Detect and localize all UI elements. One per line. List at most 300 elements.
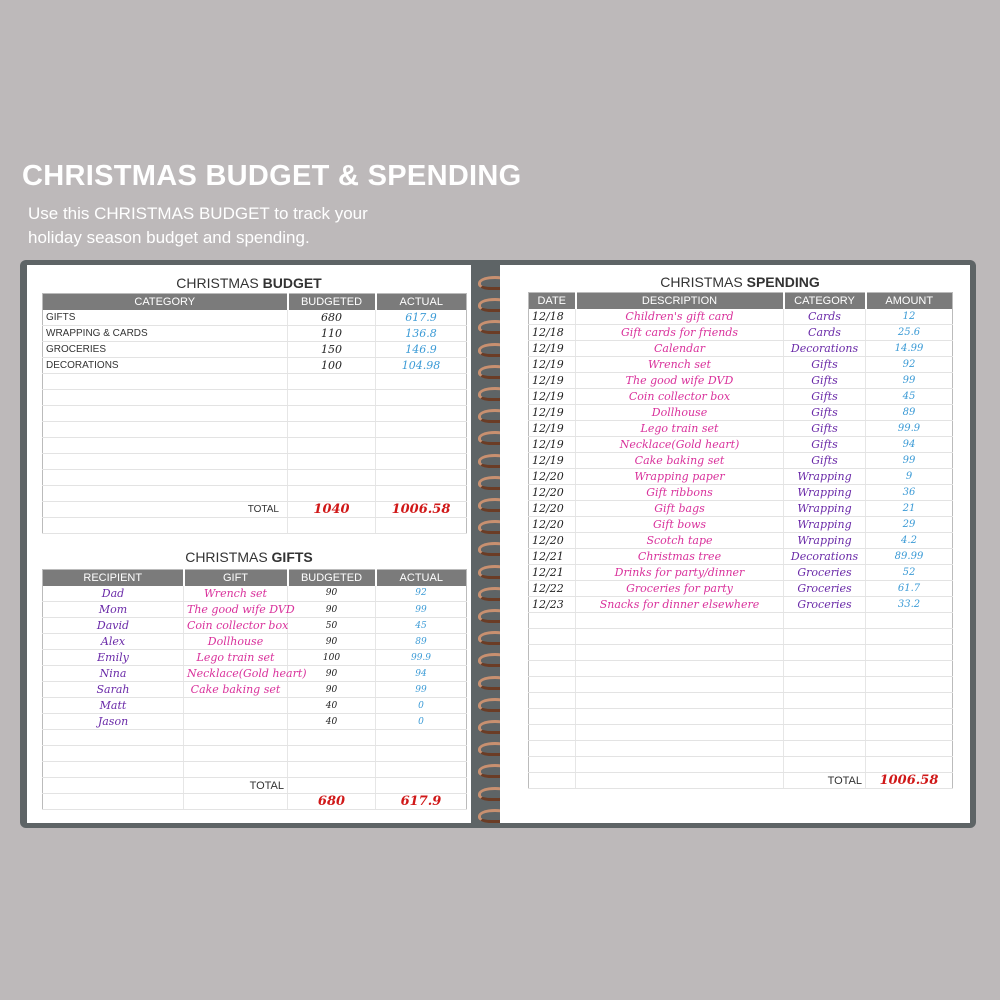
empty-cell <box>866 629 953 645</box>
budgeted-cell: 90 <box>288 602 376 618</box>
empty-row <box>529 645 953 661</box>
empty-cell <box>784 709 866 725</box>
spending-table <box>528 292 953 789</box>
amount-cell: 61.7 <box>866 581 953 597</box>
description-cell: Dollhouse <box>576 405 784 421</box>
category-cell: Decorations <box>784 549 866 565</box>
empty-cell <box>866 709 953 725</box>
description-cell: Gift bows <box>576 517 784 533</box>
total-actual: 617.9 <box>376 794 467 810</box>
budgeted-cell: 150 <box>288 342 376 358</box>
empty-cell <box>43 746 184 762</box>
page-title: CHRISTMAS BUDGET & SPENDING <box>22 160 522 192</box>
empty-cell <box>184 762 288 778</box>
spending-header-row <box>529 293 953 309</box>
description-cell: Coin collector box <box>576 389 784 405</box>
description-cell: Christmas tree <box>576 549 784 565</box>
empty-cell <box>576 645 784 661</box>
actual-cell: 136.8 <box>376 326 467 342</box>
budgeted-cell: 40 <box>288 714 376 730</box>
empty-cell <box>576 661 784 677</box>
category-cell: Wrapping <box>784 469 866 485</box>
amount-cell: 99 <box>866 373 953 389</box>
left-page <box>27 265 471 823</box>
empty-cell <box>288 406 376 422</box>
empty-cell <box>184 730 288 746</box>
amount-cell: 21 <box>866 501 953 517</box>
budgeted-cell: 90 <box>288 586 376 602</box>
empty-cell <box>288 746 376 762</box>
budget-table <box>42 293 467 534</box>
empty-cell <box>288 486 376 502</box>
category-cell: Gifts <box>784 421 866 437</box>
empty-cell <box>529 613 576 629</box>
category-cell: Gifts <box>784 405 866 421</box>
subtitle-line: Use this CHRISTMAS BUDGET to track your <box>28 204 368 223</box>
empty-cell <box>866 677 953 693</box>
gifts-table <box>42 569 467 810</box>
empty-cell <box>288 730 376 746</box>
empty-cell <box>784 741 866 757</box>
table-row <box>43 358 467 374</box>
empty-cell <box>576 757 784 773</box>
amount-cell: 99 <box>866 453 953 469</box>
empty-row <box>529 677 953 693</box>
spending-title: CHRISTMAS SPENDING <box>660 274 820 290</box>
table-row <box>529 389 953 405</box>
empty-cell <box>43 454 288 470</box>
empty-row <box>43 422 467 438</box>
table-row <box>43 310 467 326</box>
empty-cell <box>576 709 784 725</box>
recipient-cell: Sarah <box>43 682 184 698</box>
gifts-title: CHRISTMAS GIFTS <box>185 549 313 565</box>
description-cell: Cake baking set <box>576 453 784 469</box>
amount-cell: 25.6 <box>866 325 953 341</box>
table-row <box>529 405 953 421</box>
table-row <box>529 549 953 565</box>
budgeted-cell: 680 <box>288 310 376 326</box>
category-cell: Decorations <box>784 341 866 357</box>
date-cell: 12/22 <box>529 581 576 597</box>
column-header: DATE <box>529 293 576 309</box>
table-row <box>43 342 467 358</box>
amount-cell: 89.99 <box>866 549 953 565</box>
total-label: TOTAL <box>43 502 288 518</box>
table-row <box>43 602 467 618</box>
empty-cell <box>376 746 467 762</box>
table-row <box>529 373 953 389</box>
date-cell: 12/19 <box>529 341 576 357</box>
empty-cell <box>376 374 467 390</box>
category-cell: Wrapping <box>784 485 866 501</box>
empty-row <box>43 486 467 502</box>
table-row <box>529 565 953 581</box>
table-row <box>43 618 467 634</box>
empty-cell <box>576 741 784 757</box>
empty-cell <box>376 454 467 470</box>
empty-cell <box>288 454 376 470</box>
empty-row <box>529 661 953 677</box>
table-row <box>529 485 953 501</box>
empty-row <box>529 613 953 629</box>
description-cell: Gift bags <box>576 501 784 517</box>
empty-cell <box>576 773 784 789</box>
date-cell: 12/19 <box>529 373 576 389</box>
budgeted-cell: 100 <box>288 358 376 374</box>
budgeted-cell: 110 <box>288 326 376 342</box>
empty-cell <box>576 613 784 629</box>
column-header: BUDGETED <box>288 570 376 586</box>
amount-cell: 99.9 <box>866 421 953 437</box>
empty-cell <box>43 438 288 454</box>
date-cell: 12/21 <box>529 565 576 581</box>
table-row <box>529 581 953 597</box>
actual-cell: 45 <box>376 618 467 634</box>
budgeted-cell: 90 <box>288 682 376 698</box>
description-cell: Scotch tape <box>576 533 784 549</box>
amount-cell: 94 <box>866 437 953 453</box>
empty-row <box>43 518 467 534</box>
table-row <box>529 309 953 325</box>
column-header: CATEGORY <box>43 294 288 310</box>
description-cell: Snacks for dinner elsewhere <box>576 597 784 613</box>
empty-cell <box>43 518 288 534</box>
date-cell: 12/20 <box>529 501 576 517</box>
amount-cell: 29 <box>866 517 953 533</box>
description-cell: Drinks for party/dinner <box>576 565 784 581</box>
empty-cell <box>288 470 376 486</box>
total-budgeted: 680 <box>288 794 376 810</box>
table-row <box>43 326 467 342</box>
date-cell: 12/23 <box>529 597 576 613</box>
description-cell: Groceries for party <box>576 581 784 597</box>
table-row <box>529 453 953 469</box>
empty-cell <box>376 438 467 454</box>
empty-cell <box>529 725 576 741</box>
gift-cell <box>184 714 288 730</box>
empty-cell <box>529 661 576 677</box>
empty-cell <box>43 486 288 502</box>
amount-cell: 4.2 <box>866 533 953 549</box>
column-header: RECIPIENT <box>43 570 184 586</box>
amount-cell: 12 <box>866 309 953 325</box>
description-cell: Wrench set <box>576 357 784 373</box>
actual-cell: 99 <box>376 682 467 698</box>
date-cell: 12/20 <box>529 533 576 549</box>
empty-row <box>529 629 953 645</box>
category-cell: Groceries <box>784 597 866 613</box>
amount-cell: 9 <box>866 469 953 485</box>
empty-cell <box>43 778 184 794</box>
empty-row <box>43 454 467 470</box>
total-label: TOTAL <box>784 773 866 789</box>
budget-header-row <box>43 294 467 310</box>
table-row <box>529 517 953 533</box>
empty-cell <box>784 613 866 629</box>
recipient-cell: Matt <box>43 698 184 714</box>
amount-cell: 45 <box>866 389 953 405</box>
empty-cell <box>866 613 953 629</box>
total-actual: 1006.58 <box>376 502 467 518</box>
empty-cell <box>866 645 953 661</box>
subtitle-line: holiday season budget and spending. <box>28 228 310 247</box>
total-budgeted: 1040 <box>288 502 376 518</box>
empty-cell <box>529 677 576 693</box>
recipient-cell: Mom <box>43 602 184 618</box>
empty-cell <box>376 406 467 422</box>
empty-cell <box>784 661 866 677</box>
empty-row <box>43 406 467 422</box>
empty-cell <box>866 741 953 757</box>
empty-cell <box>529 629 576 645</box>
table-row <box>529 597 953 613</box>
description-cell: Calendar <box>576 341 784 357</box>
category-cell: Cards <box>784 309 866 325</box>
budget-title: CHRISTMAS BUDGET <box>176 275 322 291</box>
date-cell: 12/20 <box>529 517 576 533</box>
empty-row <box>43 438 467 454</box>
empty-cell <box>43 730 184 746</box>
budgeted-cell: 100 <box>288 650 376 666</box>
table-row <box>529 533 953 549</box>
recipient-cell: Dad <box>43 586 184 602</box>
empty-cell <box>866 693 953 709</box>
empty-cell <box>576 725 784 741</box>
column-header: GIFT <box>184 570 288 586</box>
empty-cell <box>376 422 467 438</box>
table-row <box>43 586 467 602</box>
empty-cell <box>376 390 467 406</box>
empty-cell <box>784 629 866 645</box>
category-cell: Wrapping <box>784 533 866 549</box>
table-row <box>529 469 953 485</box>
empty-cell <box>529 709 576 725</box>
empty-cell <box>288 762 376 778</box>
empty-cell <box>43 374 288 390</box>
amount-cell: 33.2 <box>866 597 953 613</box>
recipient-cell: Emily <box>43 650 184 666</box>
amount-cell: 14.99 <box>866 341 953 357</box>
category-cell: Gifts <box>784 453 866 469</box>
total-row <box>529 773 953 789</box>
empty-cell <box>288 518 376 534</box>
gift-cell: Dollhouse <box>184 634 288 650</box>
empty-cell <box>43 470 288 486</box>
column-header: ACTUAL <box>376 570 467 586</box>
empty-row <box>529 725 953 741</box>
empty-cell <box>866 661 953 677</box>
description-cell: Children's gift card <box>576 309 784 325</box>
gift-cell <box>184 698 288 714</box>
date-cell: 12/19 <box>529 405 576 421</box>
actual-cell: 0 <box>376 714 467 730</box>
date-cell: 12/20 <box>529 485 576 501</box>
empty-cell <box>43 422 288 438</box>
gifts-header-row <box>43 570 467 586</box>
total-label: TOTAL <box>184 778 288 794</box>
date-cell: 12/19 <box>529 357 576 373</box>
description-cell: Necklace(Gold heart) <box>576 437 784 453</box>
category-cell: GIFTS <box>43 310 288 326</box>
empty-cell <box>576 693 784 709</box>
empty-cell <box>288 390 376 406</box>
category-cell: Groceries <box>784 565 866 581</box>
actual-cell: 89 <box>376 634 467 650</box>
actual-cell: 617.9 <box>376 310 467 326</box>
empty-cell <box>784 757 866 773</box>
right-page <box>500 265 970 823</box>
empty-cell <box>784 693 866 709</box>
empty-row <box>43 746 467 762</box>
category-cell: DECORATIONS <box>43 358 288 374</box>
date-cell: 12/19 <box>529 453 576 469</box>
empty-cell <box>784 725 866 741</box>
empty-row <box>43 470 467 486</box>
table-row <box>529 341 953 357</box>
category-cell: Gifts <box>784 357 866 373</box>
empty-cell <box>376 518 467 534</box>
amount-cell: 36 <box>866 485 953 501</box>
budgeted-cell: 90 <box>288 666 376 682</box>
actual-cell: 99 <box>376 602 467 618</box>
recipient-cell: David <box>43 618 184 634</box>
empty-cell <box>43 794 184 810</box>
actual-cell: 146.9 <box>376 342 467 358</box>
amount-cell: 52 <box>866 565 953 581</box>
table-row <box>529 501 953 517</box>
column-header: DESCRIPTION <box>576 293 784 309</box>
recipient-cell: Jason <box>43 714 184 730</box>
empty-cell <box>376 486 467 502</box>
table-row <box>43 682 467 698</box>
category-cell: WRAPPING & CARDS <box>43 326 288 342</box>
subtitle <box>28 202 448 250</box>
column-header: CATEGORY <box>784 293 866 309</box>
total-label-row <box>43 778 467 794</box>
date-cell: 12/18 <box>529 325 576 341</box>
empty-cell <box>184 746 288 762</box>
gift-cell: Cake baking set <box>184 682 288 698</box>
category-cell: Wrapping <box>784 501 866 517</box>
total-row <box>43 794 467 810</box>
date-cell: 12/21 <box>529 549 576 565</box>
table-row <box>43 714 467 730</box>
empty-cell <box>376 470 467 486</box>
actual-cell: 99.9 <box>376 650 467 666</box>
table-row <box>529 357 953 373</box>
empty-cell <box>288 778 376 794</box>
empty-cell <box>376 762 467 778</box>
empty-cell <box>288 438 376 454</box>
empty-row <box>43 762 467 778</box>
empty-cell <box>529 645 576 661</box>
gift-cell: Wrench set <box>184 586 288 602</box>
table-row <box>529 421 953 437</box>
empty-cell <box>529 741 576 757</box>
empty-cell <box>288 374 376 390</box>
amount-cell: 89 <box>866 405 953 421</box>
empty-cell <box>529 773 576 789</box>
table-row <box>43 698 467 714</box>
empty-cell <box>784 677 866 693</box>
column-header: ACTUAL <box>376 294 467 310</box>
table-row <box>529 437 953 453</box>
column-header: AMOUNT <box>866 293 953 309</box>
empty-cell <box>866 725 953 741</box>
budgeted-cell: 90 <box>288 634 376 650</box>
total-amount: 1006.58 <box>866 773 953 789</box>
category-cell: Gifts <box>784 437 866 453</box>
category-cell: Gifts <box>784 373 866 389</box>
category-cell: Cards <box>784 325 866 341</box>
empty-cell <box>43 406 288 422</box>
empty-row <box>529 709 953 725</box>
gift-cell: The good wife DVD <box>184 602 288 618</box>
budgeted-cell: 40 <box>288 698 376 714</box>
empty-row <box>43 390 467 406</box>
date-cell: 12/19 <box>529 421 576 437</box>
empty-cell <box>376 730 467 746</box>
description-cell: Wrapping paper <box>576 469 784 485</box>
empty-row <box>529 757 953 773</box>
column-header: BUDGETED <box>288 294 376 310</box>
description-cell: Gift ribbons <box>576 485 784 501</box>
date-cell: 12/18 <box>529 309 576 325</box>
empty-row <box>529 693 953 709</box>
empty-cell <box>184 794 288 810</box>
table-row <box>43 634 467 650</box>
date-cell: 12/19 <box>529 389 576 405</box>
gift-cell: Coin collector box <box>184 618 288 634</box>
actual-cell: 94 <box>376 666 467 682</box>
description-cell: Lego train set <box>576 421 784 437</box>
empty-cell <box>43 390 288 406</box>
empty-cell <box>784 645 866 661</box>
gift-cell: Necklace(Gold heart) <box>184 666 288 682</box>
date-cell: 12/20 <box>529 469 576 485</box>
category-cell: Groceries <box>784 581 866 597</box>
category-cell: Gifts <box>784 389 866 405</box>
empty-cell <box>529 693 576 709</box>
empty-row <box>529 741 953 757</box>
category-cell: Wrapping <box>784 517 866 533</box>
description-cell: The good wife DVD <box>576 373 784 389</box>
empty-cell <box>866 757 953 773</box>
empty-row <box>43 374 467 390</box>
description-cell: Gift cards for friends <box>576 325 784 341</box>
category-cell: GROCERIES <box>43 342 288 358</box>
actual-cell: 104.98 <box>376 358 467 374</box>
empty-cell <box>576 629 784 645</box>
recipient-cell: Alex <box>43 634 184 650</box>
empty-cell <box>376 778 467 794</box>
table-row <box>43 650 467 666</box>
empty-cell <box>576 677 784 693</box>
recipient-cell: Nina <box>43 666 184 682</box>
table-row <box>43 666 467 682</box>
empty-cell <box>43 762 184 778</box>
table-row <box>529 325 953 341</box>
total-row <box>43 502 467 518</box>
gift-cell: Lego train set <box>184 650 288 666</box>
budgeted-cell: 50 <box>288 618 376 634</box>
empty-cell <box>529 757 576 773</box>
actual-cell: 92 <box>376 586 467 602</box>
amount-cell: 92 <box>866 357 953 373</box>
empty-cell <box>288 422 376 438</box>
empty-row <box>43 730 467 746</box>
